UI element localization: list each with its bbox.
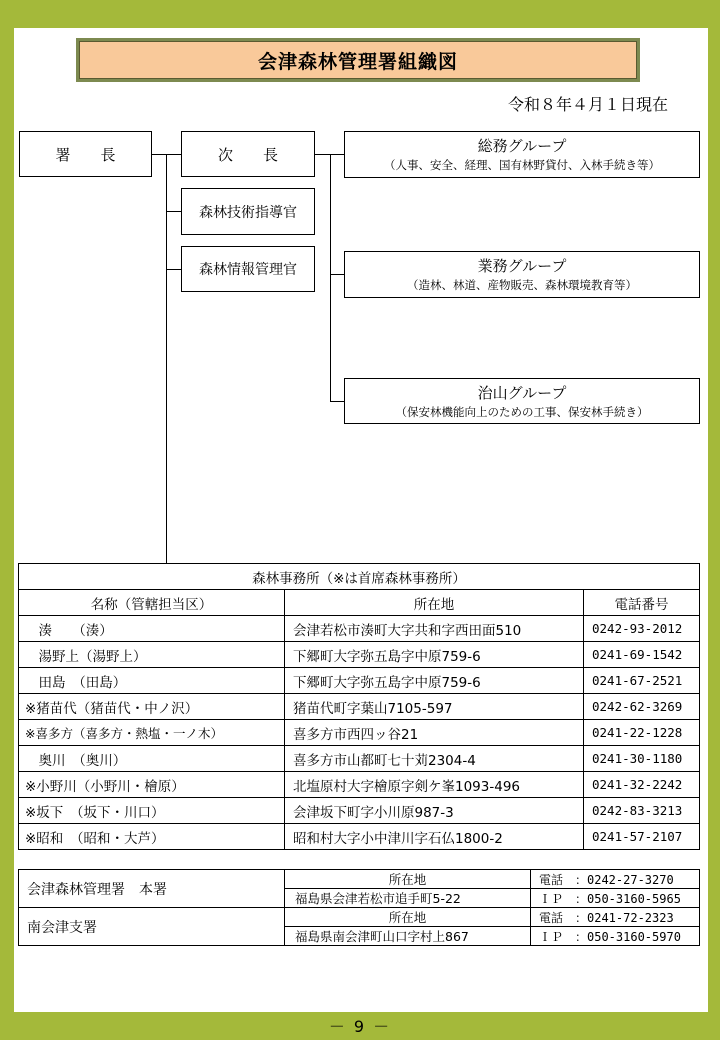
connector-line <box>330 401 344 402</box>
office-phone: 0242-62-3269 <box>584 694 700 720</box>
table-row <box>19 824 700 850</box>
office-phone: 0242-93-2012 <box>584 616 700 642</box>
headquarters-table <box>18 869 700 946</box>
office-phone: 0241-32-2242 <box>584 772 700 798</box>
effective-date: 令和８年４月１日現在 <box>507 95 668 114</box>
office-phone: 0241-69-1542 <box>584 642 700 668</box>
office-phone: 0241-67-2521 <box>584 668 700 694</box>
document-page <box>14 28 708 1012</box>
office-phone: 0241-22-1228 <box>584 720 700 746</box>
hq-phone: 電話 ：0241-72-2323 <box>531 908 700 927</box>
group-duties: （造林、林道、産物販売、森林環境教育等） <box>407 278 637 292</box>
table-row <box>19 746 700 772</box>
group-operations <box>344 251 700 298</box>
column-header: 所在地 <box>285 590 584 616</box>
table-row <box>19 720 700 746</box>
title-banner <box>76 38 640 82</box>
table-row <box>19 642 700 668</box>
office-address: 喜多方市山都町七十苅2304-4 <box>285 746 584 772</box>
group-name: 総務グループ <box>477 137 567 155</box>
table-row <box>19 908 700 927</box>
connector-line <box>166 154 167 563</box>
office-name: 湊 （湊） <box>19 616 285 642</box>
address-label: 所在地 <box>285 870 531 889</box>
office-name: ※猪苗代（猪苗代・中ノ沢） <box>19 694 285 720</box>
table-row <box>19 798 700 824</box>
address-label: 所在地 <box>285 908 531 927</box>
office-address: 下郷町大字弥五島字中原759-6 <box>285 668 584 694</box>
table-row <box>19 616 700 642</box>
group-duties: （人事、安全、経理、国有林野貸付、入林手続き等） <box>384 158 660 172</box>
connector-line <box>166 211 181 212</box>
hq-address: 福島県会津若松市追手町5-22 <box>285 889 531 908</box>
group-name: 治山グループ <box>477 384 567 402</box>
office-name: ※昭和 （昭和・大芦） <box>19 824 285 850</box>
office-address: 下郷町大字弥五島字中原759-6 <box>285 642 584 668</box>
page-number: － 9 － <box>328 1017 392 1036</box>
hq-ip-phone: ＩＰ ：050-3160-5965 <box>531 889 700 908</box>
hq-name: 会津森林管理署 本署 <box>19 870 285 908</box>
group-general-affairs <box>344 131 700 178</box>
forest-offices-table <box>18 563 700 850</box>
office-address: 会津坂下町字小川原987-3 <box>285 798 584 824</box>
group-duties: （保安林機能向上のための工事、保安林手続き） <box>395 405 649 419</box>
hq-name: 南会津支署 <box>19 908 285 946</box>
table-row <box>19 694 700 720</box>
column-header: 電話番号 <box>584 590 700 616</box>
office-address: 喜多方市西四ッ谷21 <box>285 720 584 746</box>
tech-officer-box: 森林技術指導官 <box>181 188 315 235</box>
table-caption: 森林事務所（※は首席森林事務所） <box>19 564 700 590</box>
office-phone: 0241-57-2107 <box>584 824 700 850</box>
office-address: 猪苗代町字葉山7105-597 <box>285 694 584 720</box>
connector-line <box>330 274 344 275</box>
chief-box: 署 長 <box>19 131 152 177</box>
connector-line <box>166 269 181 270</box>
office-name: ※坂下 （坂下・川口） <box>19 798 285 824</box>
office-address: 昭和村大字小中津川字石仏1800-2 <box>285 824 584 850</box>
hq-address: 福島県南会津町山口字村上867 <box>285 927 531 946</box>
office-name: ※小野川（小野川・檜原） <box>19 772 285 798</box>
office-phone: 0241-30-1180 <box>584 746 700 772</box>
table-row <box>19 668 700 694</box>
group-erosion-control <box>344 378 700 424</box>
office-phone: 0242-83-3213 <box>584 798 700 824</box>
group-name: 業務グループ <box>477 257 567 275</box>
office-name: 湯野上（湯野上） <box>19 642 285 668</box>
office-name: 田島 （田島） <box>19 668 285 694</box>
office-name: 奥川 （奥川） <box>19 746 285 772</box>
table-row <box>19 772 700 798</box>
deputy-box: 次 長 <box>181 131 315 177</box>
office-address: 会津若松市湊町大字共和字西田面510 <box>285 616 584 642</box>
office-name: ※喜多方（喜多方・熱塩・一ノ木） <box>19 720 285 746</box>
hq-phone: 電話 ：0242-27-3270 <box>531 870 700 889</box>
connector-line <box>330 154 331 401</box>
table-row <box>19 870 700 889</box>
column-header: 名称（管轄担当区） <box>19 590 285 616</box>
hq-ip-phone: ＩＰ ：050-3160-5970 <box>531 927 700 946</box>
info-officer-box: 森林情報管理官 <box>181 246 315 292</box>
office-address: 北塩原村大字檜原字剣ケ峯1093-496 <box>285 772 584 798</box>
page-title: 会津森林管理署組織図 <box>79 41 637 79</box>
